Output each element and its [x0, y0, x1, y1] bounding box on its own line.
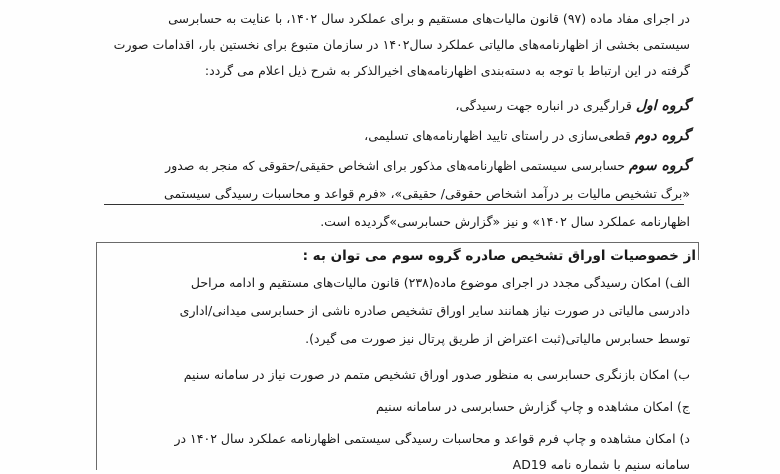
group-3-line-2: «برگ تشخیص مالیات بر درآمد اشخاص حقوقی/ حقیقی»، «فرم قواعد و محاسبات رسیدگی سیستمی [164, 186, 690, 201]
group-2-text: قطعی‌سازی در راستای تایید اظهارنامه‌های تسلیمی، [364, 128, 635, 143]
box-top-border [96, 242, 698, 243]
group-1-line [455, 97, 690, 115]
group-3-title: گروه سوم [629, 158, 690, 174]
group-3-line-3: اظهارنامه عملکرد سال ۱۴۰۲» و نیز «گزارش حسابرسی»گردیده است. [320, 214, 690, 229]
item-jim: ج) امکان مشاهده و چاپ گزارش حسابرسی در سامانه سنیم [376, 399, 690, 414]
item-dal-line-2: سامانه سنیم با شماره نامه AD19 [512, 457, 690, 472]
group-3-text: حسابرسی سیستمی اظهارنامه‌های مذکور برای اشخاص حقیقی/حقوقی که منجر به صدور [165, 158, 629, 173]
box-right-border [698, 242, 699, 260]
item-be: ب) امکان بازنگری حسابرسی به منظور صدور اوراق تشخیص متمم در صورت نیاز در سامانه سنیم [183, 367, 690, 382]
item-alef-line-2: دادرسی مالیاتی در صورت نیاز همانند سایر اوراق تشخیص صادره ناشی از حسابرسی میدانی/اداری [179, 303, 690, 318]
emphasis-underline [104, 204, 684, 205]
group-2-title: گروه دوم [634, 128, 690, 144]
intro-line-2: سیستمی بخشی از اظهارنامه‌های مالیاتی عملکرد سال۱۴۰۲ در سازمان متبوع برای نخستین بار، اقدامات صورت [113, 37, 690, 52]
group-1-title: گروه اول [635, 98, 690, 114]
group-2-line [364, 127, 690, 145]
group-3-line-1 [165, 157, 690, 175]
intro-line-3: گرفته در این ارتباط با توجه به دسته‌بندی اظهارنامه‌های اخیرالذکر به شرح ذیل اعلام می گردد: [204, 63, 690, 78]
group-1-text: قرارگیری در انباره جهت رسیدگی، [455, 98, 636, 113]
features-heading: از خصوصیات اوراق تشخیص صادره گروه سوم می توان به : [302, 248, 696, 264]
item-alef-line-1: الف) امکان رسیدگی مجدد در اجرای موضوع ماده(۲۳۸) قانون مالیات‌های مستقیم و ادامه مراحل [190, 275, 690, 290]
item-alef-line-3: توسط حسابرس مالیاتی(ثبت اعتراض از طریق پرتال نیز صورت می گیرد). [305, 331, 690, 346]
box-left-border [96, 242, 97, 470]
intro-line-1: در اجرای مفاد ماده (۹۷) قانون مالیات‌های مستقیم و برای عملکرد سال ۱۴۰۲، با عنایت به حسابرسی [168, 11, 690, 26]
item-dal-line-1: د) امکان مشاهده و چاپ فرم قواعد و محاسبات رسیدگی سیستمی اظهارنامه عملکرد سال ۱۴۰۲ در [174, 431, 690, 446]
